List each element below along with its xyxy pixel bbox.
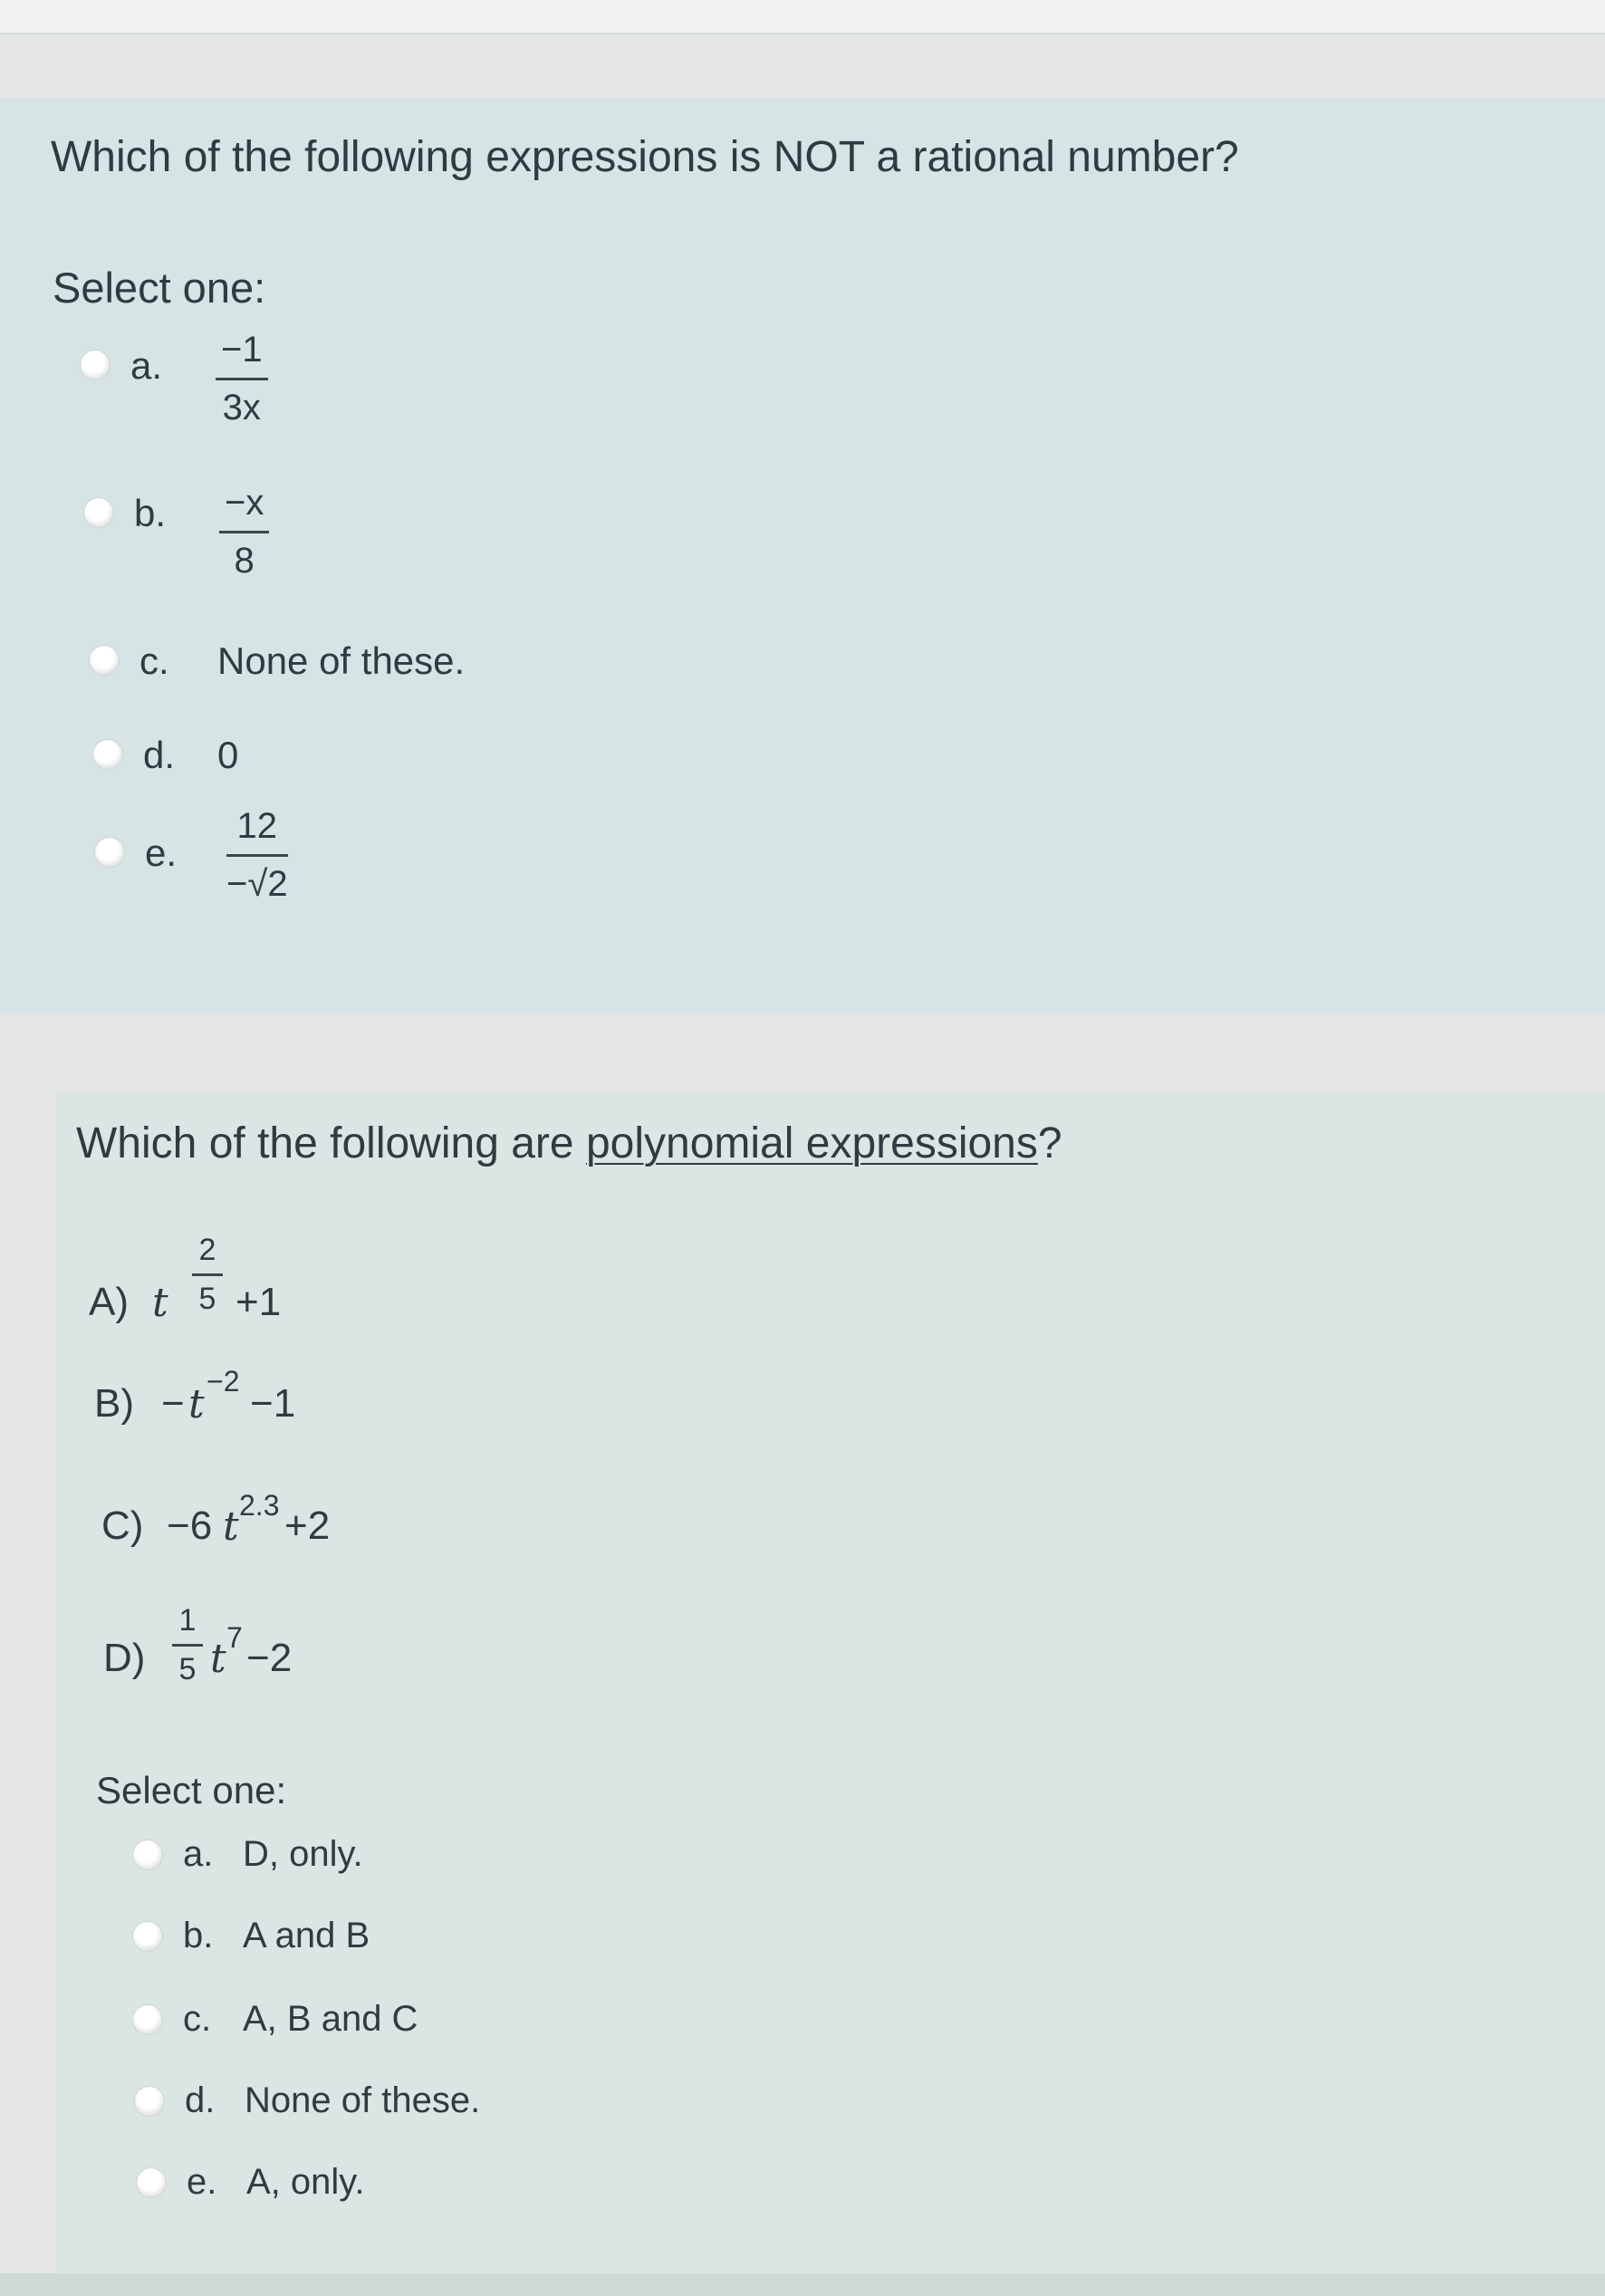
- q1-option-e-radio[interactable]: [94, 837, 125, 868]
- q1-option-c[interactable]: [89, 639, 542, 694]
- q2-option-b-text: A and B: [243, 1916, 370, 1955]
- q2-option-e-text: A, only.: [246, 2162, 365, 2202]
- q1-option-b-radio[interactable]: [83, 497, 114, 528]
- q2-option-a-letter: a.: [183, 1834, 214, 1874]
- expression-b: [94, 1363, 402, 1436]
- q2-option-a-text: D, only.: [243, 1834, 363, 1874]
- q2-option-a-radio[interactable]: [132, 1840, 163, 1870]
- q1-option-a-fraction: [216, 330, 268, 428]
- expression-a-label: A): [89, 1280, 129, 1324]
- q1-option-b-letter: b.: [134, 492, 167, 534]
- q2-option-c[interactable]: [132, 1999, 639, 2053]
- q1-option-e-numerator: 12: [236, 806, 278, 846]
- q1-option-d-radio[interactable]: [92, 739, 123, 770]
- expression-d-label: D): [103, 1636, 146, 1680]
- expression-a-tail: +1: [235, 1280, 282, 1324]
- expression-b-prefix: −: [161, 1381, 185, 1426]
- q2-option-d-radio[interactable]: [134, 2086, 165, 2117]
- q2-option-b[interactable]: [132, 1916, 639, 1970]
- fraction-bar: [226, 854, 288, 857]
- expression-c-prefix: −6: [167, 1503, 213, 1548]
- expression-d-coefficient-numerator: 1: [178, 1603, 197, 1638]
- bottom-bar: [0, 2273, 1605, 2296]
- expression-c-label: C): [101, 1503, 144, 1548]
- q1-option-a-letter: a.: [130, 344, 163, 387]
- expression-b-label: B): [94, 1381, 134, 1426]
- fraction-bar: [192, 1273, 223, 1276]
- fraction-bar: [216, 378, 268, 380]
- q1-option-d-text: 0: [217, 734, 239, 776]
- expression-a-exponent-fraction: [192, 1233, 223, 1317]
- q1-option-e-fraction: [226, 806, 288, 905]
- expression-a: [89, 1233, 360, 1327]
- q2-option-c-letter: c.: [183, 1999, 212, 2039]
- question-1-text: Which of the following expressions is NOT a rational number?: [51, 133, 1239, 181]
- q1-option-a-radio[interactable]: [80, 350, 111, 380]
- expression-d-coefficient-fraction: [172, 1603, 203, 1687]
- q1-option-e-denominator: −√2: [226, 864, 288, 904]
- question-1-panel: [0, 98, 1605, 1013]
- question-2-text-start: Which of the following are: [76, 1119, 586, 1167]
- q2-option-e-radio[interactable]: [136, 2167, 167, 2198]
- q2-option-e[interactable]: [136, 2162, 643, 2216]
- question-2-panel: [56, 1091, 1605, 2273]
- top-bar: [0, 0, 1605, 34]
- expression-b-exponent: −2: [207, 1365, 240, 1398]
- q2-option-e-letter: e.: [187, 2162, 217, 2202]
- question-2-text-end: ?: [1037, 1119, 1062, 1167]
- question-2-select-label: Select one:: [96, 1769, 287, 1811]
- q1-option-d-letter: d.: [143, 734, 176, 776]
- q1-option-c-text: None of these.: [217, 639, 466, 682]
- q2-option-d[interactable]: [134, 2080, 678, 2135]
- q2-option-c-radio[interactable]: [132, 2004, 163, 2035]
- q1-option-c-letter: c.: [139, 639, 169, 682]
- expression-d-base: t: [210, 1636, 226, 1682]
- q1-option-a-numerator: −1: [221, 330, 263, 370]
- q2-option-b-letter: b.: [183, 1916, 214, 1955]
- fraction-bar: [219, 531, 269, 533]
- question-1-select-label: Select one:: [53, 264, 266, 312]
- q1-option-b-fraction: [219, 483, 269, 581]
- fraction-bar: [172, 1644, 203, 1647]
- q1-option-b[interactable]: [83, 483, 355, 581]
- q2-option-d-text: None of these.: [245, 2080, 481, 2120]
- expression-a-exponent-denominator: 5: [198, 1282, 216, 1316]
- expression-a-exponent-numerator: 2: [198, 1233, 216, 1267]
- q2-option-a[interactable]: [132, 1834, 639, 1888]
- q2-option-d-letter: d.: [185, 2080, 216, 2120]
- q1-option-e[interactable]: [94, 806, 402, 904]
- expression-c-exponent: 2.3: [239, 1489, 280, 1522]
- q1-option-b-denominator: 8: [234, 541, 255, 581]
- expression-d: [103, 1603, 411, 1703]
- expression-b-tail: −1: [250, 1381, 296, 1426]
- expression-d-coefficient-denominator: 5: [178, 1652, 197, 1686]
- q1-option-a[interactable]: [80, 330, 351, 427]
- q1-option-a-denominator: 3x: [222, 388, 261, 427]
- q1-option-d[interactable]: [92, 734, 364, 788]
- expression-c-tail: +2: [284, 1503, 331, 1548]
- q2-option-b-radio[interactable]: [132, 1921, 163, 1952]
- q1-option-c-radio[interactable]: [89, 645, 120, 676]
- expression-a-base: t: [152, 1280, 168, 1326]
- expression-c: [101, 1485, 428, 1558]
- expression-d-exponent: 7: [226, 1621, 243, 1654]
- q2-option-c-text: A, B and C: [243, 1999, 418, 2039]
- polynomial-expressions-link[interactable]: polynomial expressions: [585, 1119, 1038, 1167]
- expression-c-base: t: [223, 1503, 239, 1550]
- expression-d-tail: −2: [246, 1636, 293, 1680]
- expression-b-base: t: [188, 1381, 205, 1427]
- q1-option-e-letter: e.: [145, 831, 178, 874]
- question-2-text: [76, 1119, 1062, 1168]
- q1-option-b-numerator: −x: [225, 483, 264, 523]
